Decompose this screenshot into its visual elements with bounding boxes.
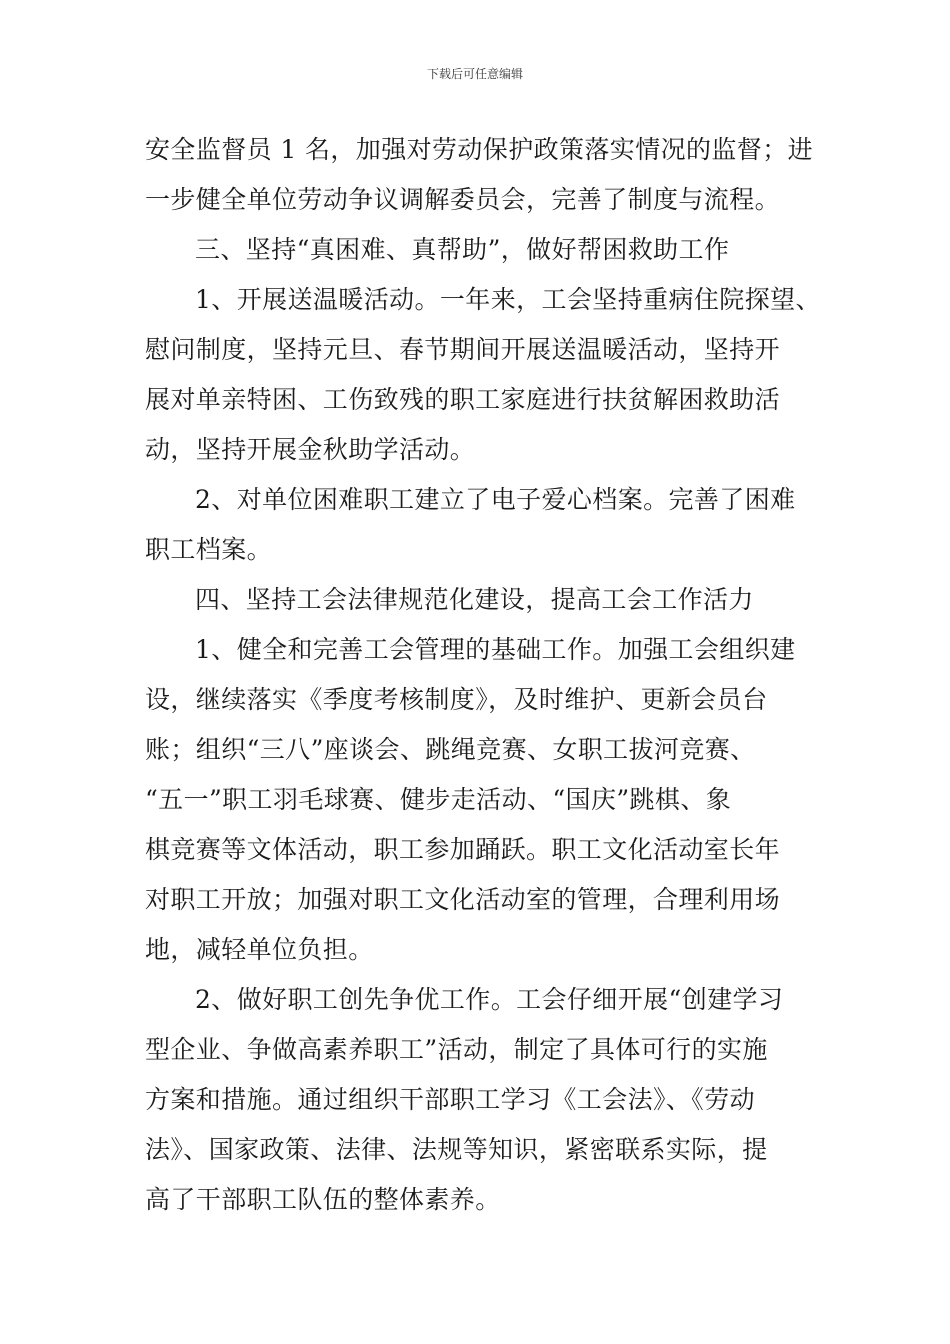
text-line: “五一”职工羽毛球赛、健步走活动、“国庆”跳棋、象 <box>145 785 732 814</box>
text-line: 方案和措施。通过组织干部职工学习《工会法》、《劳动 <box>145 1085 756 1114</box>
text-line: 慰问制度，坚持元旦、春节期间开展送温暖活动，坚持开 <box>145 335 781 364</box>
text-line: 2、做好职工创先争优工作。工会仔细开展“创建学习 <box>195 985 784 1014</box>
text-line: 展对单亲特困、工伤致残的职工家庭进行扶贫解困救助活 <box>145 385 781 414</box>
text-line: 账；组织“三八”座谈会、跳绳竞赛、女职工拔河竞赛、 <box>145 735 756 764</box>
text-line: 高了干部职工队伍的整体素养。 <box>145 1185 501 1214</box>
text-line: 一步健全单位劳动争议调解委员会，完善了制度与流程。 <box>145 185 781 214</box>
text-line: 2、对单位困难职工建立了电子爱心档案。完善了困难 <box>195 485 796 514</box>
page-header: 下载后可任意编辑 <box>426 67 523 81</box>
text-line: 型企业、争做高素养职工”活动，制定了具体可行的实施 <box>145 1035 768 1064</box>
section-heading: 三、坚持“真困难、真帮助”，做好帮困救助工作 <box>195 235 730 264</box>
text-line: 安全监督员 1 名，加强对劳动保护政策落实情况的监督；进 <box>145 135 814 164</box>
text-line: 1、开展送温暖活动。一年来，工会坚持重病住院探望、 <box>195 285 821 314</box>
text-line: 1、健全和完善工会管理的基础工作。加强工会组织建 <box>195 635 796 664</box>
text-line: 对职工开放；加强对职工文化活动室的管理，合理利用场 <box>145 885 781 914</box>
text-line: 职工档案。 <box>145 535 273 564</box>
document-body <box>145 125 845 1225</box>
section-heading: 四、坚持工会法律规范化建设，提高工会工作活力 <box>195 585 754 614</box>
text-line: 动，坚持开展金秋助学活动。 <box>145 435 476 464</box>
text-line: 法》、国家政策、法律、法规等知识，紧密联系实际，提 <box>145 1135 768 1164</box>
text-line: 棋竞赛等文体活动，职工参加踊跃。职工文化活动室长年 <box>145 835 781 864</box>
text-line: 地，减轻单位负担。 <box>145 935 374 964</box>
text-line: 设，继续落实《季度考核制度》，及时维护、更新会员台 <box>145 685 768 714</box>
